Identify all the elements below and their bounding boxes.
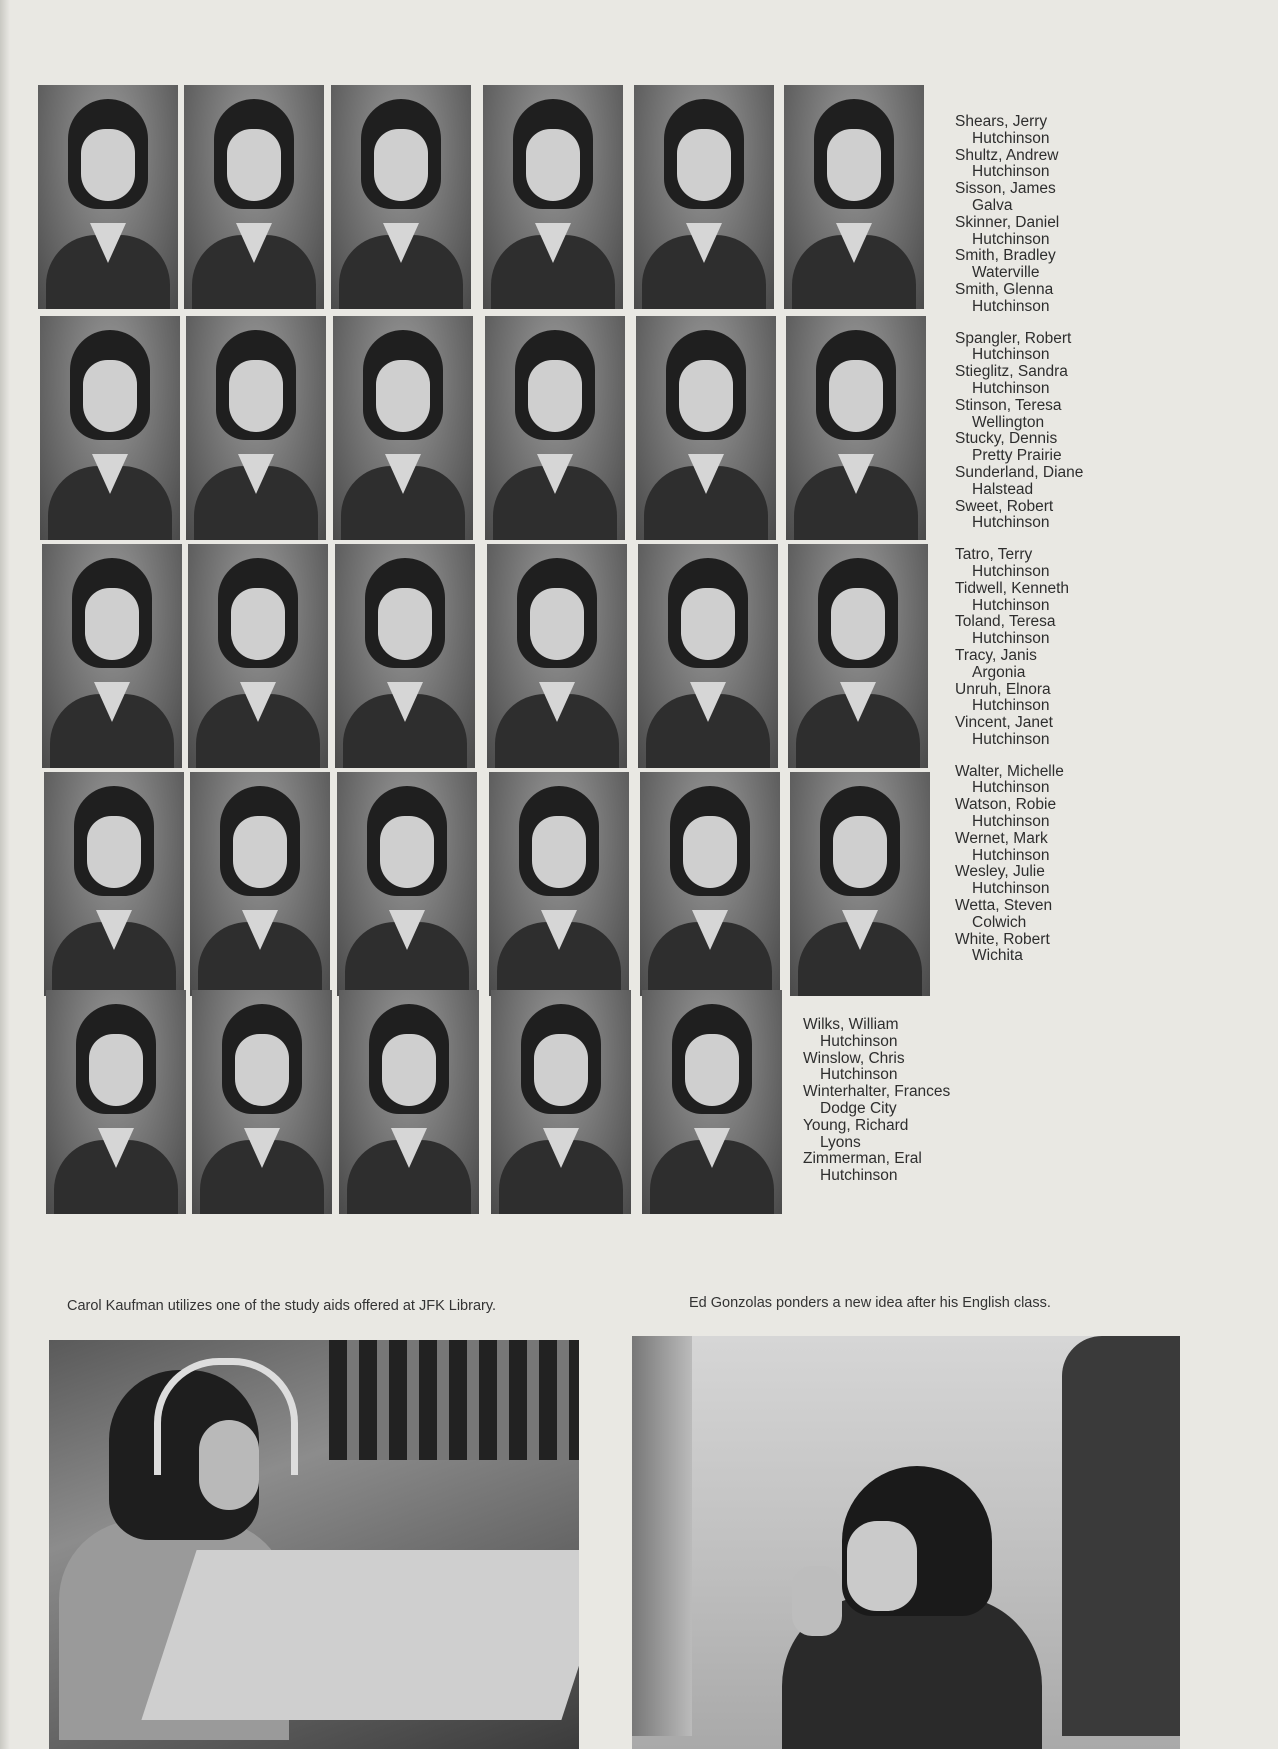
student-portrait: [44, 772, 184, 996]
student-portrait: [788, 544, 928, 768]
name-list-last-row: [803, 1017, 950, 1185]
list-item: [955, 715, 1083, 749]
portrait-face: [829, 360, 883, 432]
portrait-face: [677, 129, 731, 201]
portrait-face: [83, 360, 137, 432]
portrait-face: [833, 816, 887, 888]
student-hometown: Hutchinson: [820, 1167, 898, 1185]
student-name: Tatro, Terry: [955, 546, 1033, 564]
list-item: [955, 114, 1083, 148]
caption-right: Ed Gonzolas ponders a new idea after his English class.: [689, 1295, 1051, 1311]
student-portrait: [46, 990, 186, 1214]
portrait-face: [378, 588, 432, 660]
list-item: [803, 1084, 950, 1118]
student-name: Skinner, Daniel: [955, 213, 1060, 231]
portrait-face: [530, 588, 584, 660]
student-hometown: Dodge City: [820, 1099, 897, 1117]
student-name: Unruh, Elnora: [955, 680, 1051, 698]
student-portrait: [483, 85, 623, 309]
student-hometown: Hutchinson: [972, 163, 1050, 181]
student-portrait: [184, 85, 324, 309]
student-portrait: [487, 544, 627, 768]
portrait-face: [679, 360, 733, 432]
list-item: [955, 215, 1083, 249]
portrait-face: [231, 588, 285, 660]
list-item: [955, 648, 1083, 682]
student-portrait: [186, 316, 326, 540]
student-name: Smith, Bradley: [955, 247, 1056, 265]
student-hometown: Hutchinson: [972, 697, 1050, 715]
student-hometown: Hutchinson: [972, 779, 1050, 797]
student-hometown: Pretty Prairie: [972, 447, 1062, 465]
student-hometown: Hutchinson: [972, 379, 1050, 397]
list-item: [803, 1051, 950, 1085]
list-item: [955, 682, 1083, 716]
student-name: White, Robert: [955, 930, 1050, 948]
list-item: [955, 181, 1083, 215]
student-name: Vincent, Janet: [955, 714, 1053, 732]
student-face: [847, 1521, 917, 1611]
portrait-face: [89, 1034, 143, 1106]
portrait-face: [683, 816, 737, 888]
student-name: Wilks, William: [803, 1016, 899, 1033]
portrait-face: [526, 129, 580, 201]
student-hometown: Argonia: [972, 663, 1026, 681]
student-hometown: Hutchinson: [972, 230, 1050, 248]
list-item: [955, 614, 1083, 648]
student-hometown: Hutchinson: [820, 1066, 898, 1084]
student-name: Watson, Robie: [955, 796, 1057, 814]
student-name: Winslow, Chris: [803, 1049, 905, 1067]
student-name: Tidwell, Kenneth: [955, 579, 1070, 597]
student-name: Sweet, Robert: [955, 497, 1054, 515]
student-portrait: [790, 772, 930, 996]
list-item: [803, 1017, 950, 1051]
student-hometown: Hutchinson: [820, 1032, 898, 1050]
student-portrait: [636, 316, 776, 540]
student-hometown: Waterville: [972, 264, 1040, 282]
student-name: Walter, Michelle: [955, 762, 1064, 780]
list-item: [955, 431, 1083, 465]
list-item: [955, 797, 1083, 831]
student-name: Sisson, James: [955, 180, 1056, 198]
candid-photo-library: [49, 1340, 579, 1749]
wall-edge: [632, 1336, 692, 1736]
student-hometown: Hutchinson: [972, 562, 1050, 580]
student-name: Winterhalter, Frances: [803, 1083, 951, 1101]
list-item: [803, 1151, 950, 1185]
portrait-face: [233, 816, 287, 888]
student-portrait: [188, 544, 328, 768]
student-name: Wetta, Steven: [955, 897, 1053, 915]
student-name: Wesley, Julie: [955, 863, 1045, 881]
student-portrait: [335, 544, 475, 768]
portrait-face: [382, 1034, 436, 1106]
student-portrait: [489, 772, 629, 996]
student-portrait: [40, 316, 180, 540]
student-hometown: Hutchinson: [972, 846, 1050, 864]
student-portrait: [190, 772, 330, 996]
list-item: [955, 581, 1083, 615]
student-portrait: [634, 85, 774, 309]
student-name: Wernet, Mark: [955, 829, 1048, 847]
student-name: Stinson, Teresa: [955, 396, 1062, 414]
student-portrait: [491, 990, 631, 1214]
student-portrait: [638, 544, 778, 768]
list-item: [955, 864, 1083, 898]
student-hometown: Hutchinson: [972, 630, 1050, 648]
list-item: [955, 898, 1083, 932]
student-hometown: Hutchinson: [972, 297, 1050, 315]
student-name: Shears, Jerry: [955, 113, 1048, 130]
student-portrait: [786, 316, 926, 540]
student-portrait: [38, 85, 178, 309]
hand: [792, 1566, 842, 1636]
list-item: [955, 398, 1083, 432]
portrait-face: [229, 360, 283, 432]
student-hometown: Galva: [972, 196, 1013, 214]
portrait-face: [227, 129, 281, 201]
portrait-face: [376, 360, 430, 432]
bystander: [1062, 1336, 1180, 1736]
portrait-face: [528, 360, 582, 432]
portrait-face: [235, 1034, 289, 1106]
portrait-face: [831, 588, 885, 660]
headphones-icon: [154, 1358, 298, 1475]
bookshelf: [329, 1340, 579, 1460]
portrait-face: [532, 816, 586, 888]
student-name: Young, Richard: [803, 1116, 909, 1134]
student-portrait: [331, 85, 471, 309]
student-name: Toland, Teresa: [955, 613, 1056, 631]
list-item: [955, 248, 1083, 282]
list-item: [955, 499, 1083, 533]
student-hometown: Hutchinson: [972, 813, 1050, 831]
portrait-face: [534, 1034, 588, 1106]
student-hometown: Hutchinson: [972, 596, 1050, 614]
student-name: Shultz, Andrew: [955, 146, 1059, 164]
student-hometown: Halstead: [972, 480, 1034, 498]
portrait-face: [681, 588, 735, 660]
student-hometown: Lyons: [820, 1133, 861, 1151]
student-portrait: [642, 990, 782, 1214]
list-item: [955, 282, 1083, 316]
student-hometown: Colwich: [972, 913, 1027, 931]
student-portrait: [784, 85, 924, 309]
portrait-face: [380, 816, 434, 888]
student-portrait: [42, 544, 182, 768]
student-hometown: Hutchinson: [972, 880, 1050, 898]
student-name: Stieglitz, Sandra: [955, 363, 1068, 381]
student-portrait: [337, 772, 477, 996]
student-name: Stucky, Dennis: [955, 430, 1058, 448]
list-item: [955, 932, 1083, 966]
portrait-face: [85, 588, 139, 660]
caption-left: Carol Kaufman utilizes one of the study aids offered at JFK Library.: [67, 1298, 497, 1314]
student-portrait: [339, 990, 479, 1214]
list-item: [803, 1118, 950, 1152]
student-hometown: Hutchinson: [972, 514, 1050, 532]
list-item: [955, 148, 1083, 182]
student-name: Zimmerman, Eral: [803, 1150, 922, 1168]
student-name: Smith, Glenna: [955, 280, 1054, 298]
list-item: [955, 764, 1083, 798]
portrait-face: [374, 129, 428, 201]
portrait-face: [87, 816, 141, 888]
student-hometown: Hutchinson: [972, 730, 1050, 748]
student-name: Sunderland, Diane: [955, 463, 1084, 481]
list-item: [955, 465, 1083, 499]
student-hometown: Wellington: [972, 413, 1045, 431]
candid-photo-thinking: [632, 1336, 1180, 1749]
portrait-face: [81, 129, 135, 201]
listening-station: [141, 1550, 579, 1720]
student-portrait: [333, 316, 473, 540]
student-portrait: [192, 990, 332, 1214]
list-item: [955, 831, 1083, 865]
list-item: [955, 364, 1083, 398]
student-hometown: Hutchinson: [972, 346, 1050, 364]
student-portrait: [485, 316, 625, 540]
list-item: [955, 547, 1083, 581]
student-name: Tracy, Janis: [955, 646, 1037, 664]
student-hometown: Wichita: [972, 947, 1023, 965]
portrait-face: [685, 1034, 739, 1106]
name-list-main: [955, 114, 1083, 965]
student-portrait: [640, 772, 780, 996]
student-hometown: Hutchinson: [972, 129, 1050, 147]
list-item: [955, 331, 1083, 365]
portrait-face: [827, 129, 881, 201]
student-name: Spangler, Robert: [955, 329, 1072, 347]
